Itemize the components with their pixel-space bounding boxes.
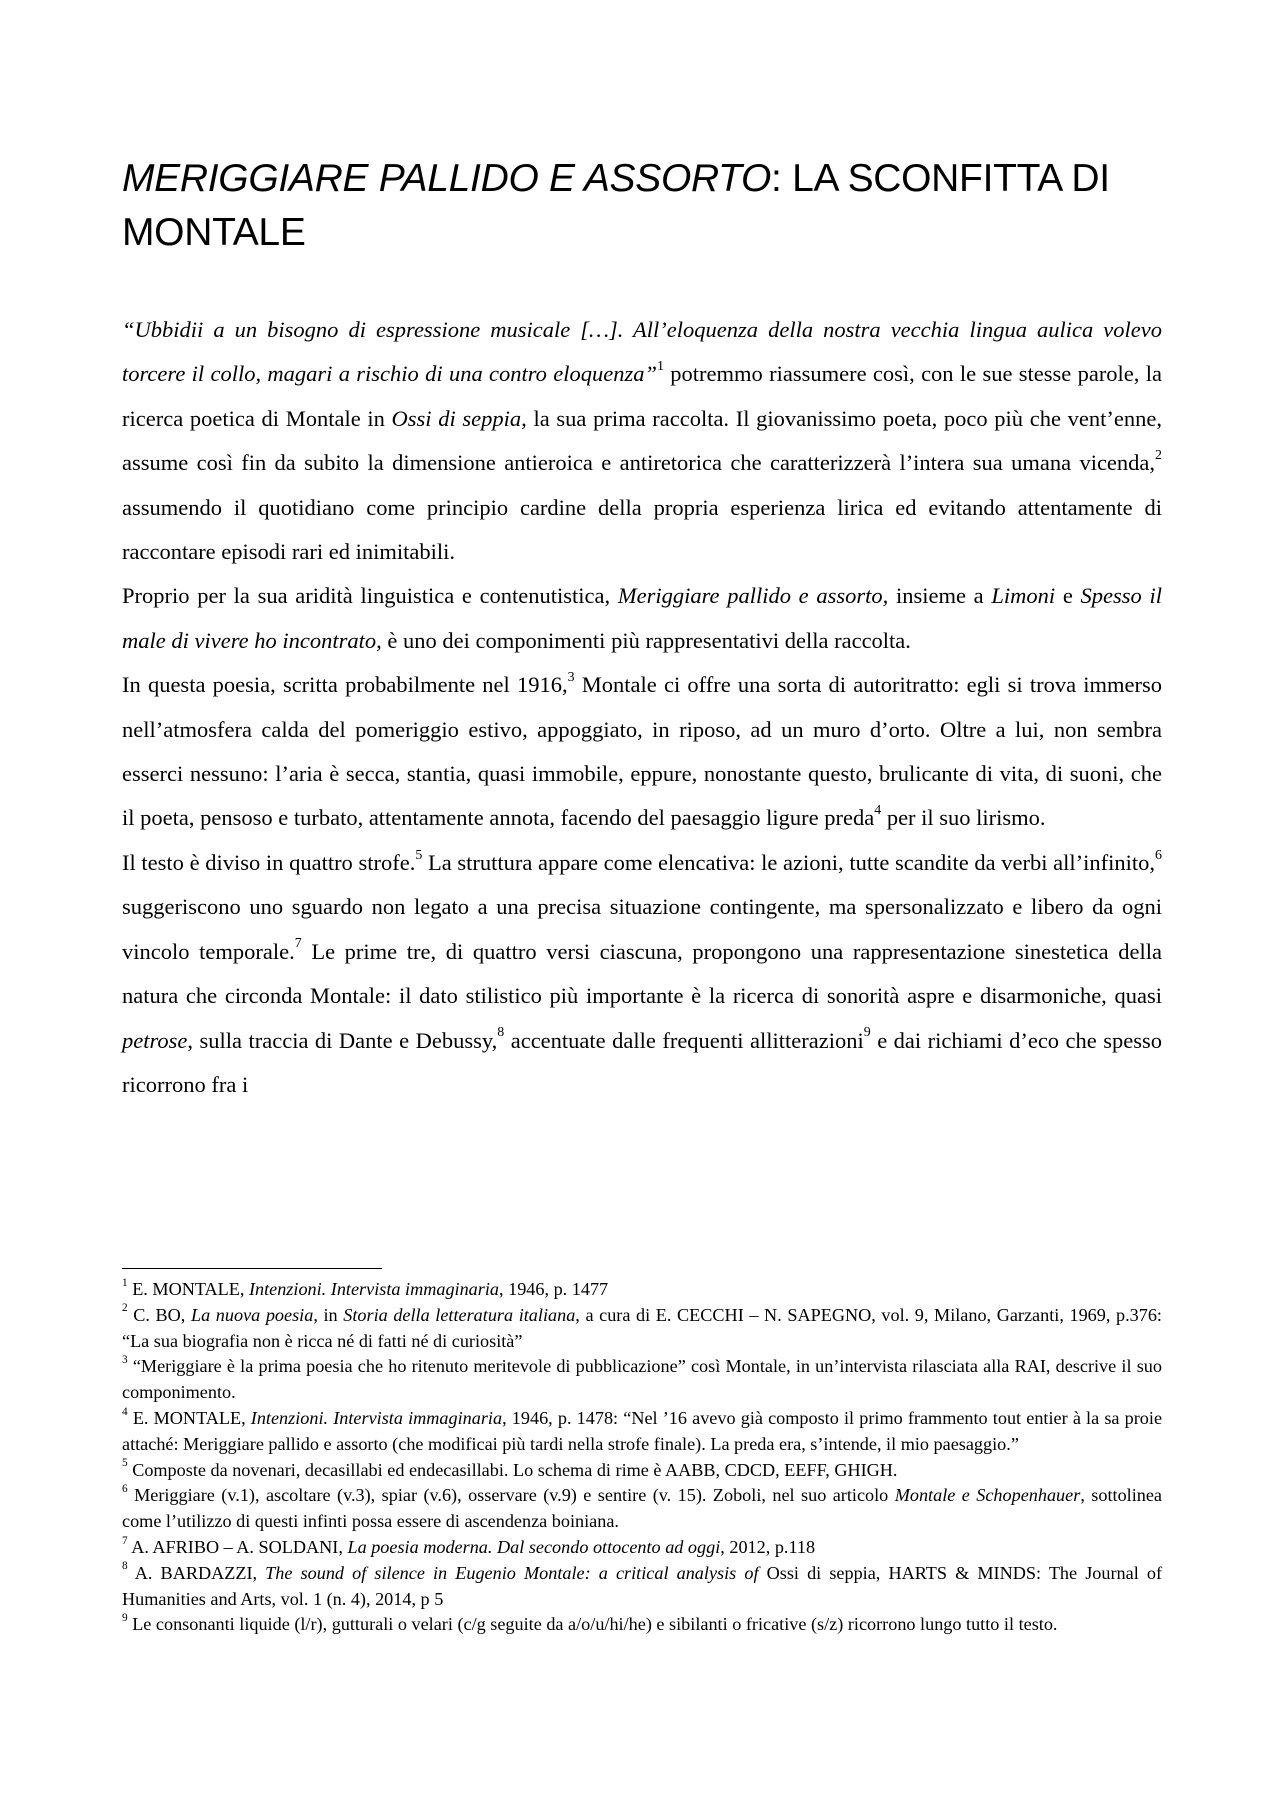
text-run: accentuate dalle frequenti allitterazioni [504, 1027, 864, 1053]
text-run: Il testo è diviso in quattro strofe. [122, 849, 416, 875]
footnote-7 [122, 1535, 1162, 1561]
footnote-6 [122, 1483, 1162, 1535]
text-run: A. AFRIBO – A. SOLDANI, [131, 1536, 348, 1557]
poem-title: Spesso il male di vivere ho incontrato [122, 583, 1162, 653]
text-run: Montale ci offre una sorta di autoritratto: egli si trova immerso nell’atmosfera calda del pomeriggio estivo, appoggiato, in riposo, ad un muro d’orto. Oltre a lui, non sembra esserci nessuno: l’aria è secca, stantia, quasi immobile, eppure, nonostante questo, brulicante di vita, di suoni, che il poeta, pensoso e turbato, attentamente annota, facendo del paesaggio ligure preda [122, 672, 1163, 831]
text-run: Le prime tre, di quattro versi ciascuna, propongono una rappresentazione sinestetica della natura che circonda Montale: il dato stilistico più importante è la ricerca di sonorità aspre e disarmoniche, quasi [122, 938, 1163, 1009]
footnote-number: 7 [122, 1534, 128, 1547]
footnote-ref-9[interactable]: 9 [863, 1025, 871, 1041]
poem-title: Meriggiare pallido e assorto, [617, 583, 889, 609]
text-run: , a cura di E. CECCHI – N. SAPEGNO, vol. 9, Milano, Garzanti, 1969, p.376: “La sua biografia non è ricca né di fatti né di curiosità” [122, 1304, 1162, 1351]
text-run: insieme a [888, 583, 992, 609]
footnote-2 [122, 1303, 1162, 1355]
footnote-ref-5[interactable]: 5 [415, 847, 423, 863]
text-run: Composte da novenari, decasillabi ed endecasillabi. Lo schema di rime è AABB, CDCD, EEFF, GHIGH. [132, 1459, 898, 1480]
footnote-number: 2 [122, 1302, 128, 1315]
footnote-number: 5 [122, 1457, 128, 1470]
footnote-5 [122, 1458, 1162, 1484]
text-run: e dai richiami d’eco che spesso ricorrono fra i [122, 1027, 1163, 1097]
text-run: , sottolinea come l’utilizzo di questi infinti possa essere di ascendenza boiniana. [122, 1485, 1163, 1532]
footnote-1 [122, 1277, 1162, 1303]
book-title: Ossi di seppia, [391, 405, 527, 431]
text-run: , HARTS & MINDS: The Journal of Humanities and Arts, vol. 1 (n. 4), 2014, p 5 [122, 1562, 1163, 1609]
text-run: , in [313, 1304, 344, 1325]
footnote-ref-1[interactable]: 1 [657, 359, 664, 375]
work-title: La nuova poesia [190, 1304, 314, 1325]
text-run: A. BARDAZZI, [134, 1562, 266, 1583]
footnote-9 [122, 1612, 1162, 1638]
footnote-number: 1 [122, 1276, 128, 1289]
text-run: per il suo lirismo. [881, 805, 1046, 831]
footnote-ref-6[interactable]: 6 [1155, 847, 1162, 863]
footnote-number: 4 [122, 1405, 128, 1418]
work-title: The sound of silence in Eugenio Montale: a critical analysis of [265, 1562, 759, 1583]
text-run: “Meriggiare è la prima poesia che ho ritenuto meritevole di pubblicazione” così Montale, in un’intervista rilasciata alla RAI, descrive il suo componimento. [122, 1356, 1162, 1403]
footnote-separator [122, 1268, 382, 1269]
footnote-number: 6 [122, 1483, 128, 1496]
work-title: Intenzioni. Intervista immaginaria [248, 1279, 499, 1299]
text-run: , 1946, p. 1477 [499, 1279, 609, 1299]
title-italic: MERIGGIARE PALLIDO E ASSORTO [122, 157, 772, 200]
footnote-8 [122, 1561, 1162, 1613]
footnote-number: 9 [122, 1612, 128, 1625]
paragraph-2 [122, 574, 1162, 663]
footnote-number: 8 [122, 1560, 128, 1573]
text-run: la sua prima raccolta. Il giovanissimo poeta, poco più che vent’enne, assume così fin da subito la dimensione antieroica e antiretorica che caratterizzerà l’intera sua umana vicenda, [122, 405, 1162, 476]
body-text [122, 308, 1162, 1107]
footnotes [122, 1277, 1162, 1638]
paragraph-1 [122, 308, 1162, 574]
text-run: Meriggiare (v.1), ascoltare (v.3), spiar (v.6), osservare (v.9) e sentire (v. 15). Zoboli, nel suo articolo [134, 1485, 895, 1506]
paragraph-3 [122, 663, 1162, 841]
work-title: La poesia moderna. Dal secondo ottocento ad oggi [347, 1536, 721, 1557]
footnote-ref-2[interactable]: 2 [1155, 447, 1162, 463]
text-run: Le consonanti liquide (l/r), gutturali o velari (c/g seguite da a/o/u/hi/he) e sibilanti o fricative (s/z) ricorrono lungo tutto il testo. [132, 1614, 1058, 1635]
paragraph-4 [122, 841, 1162, 1107]
text-run: , 2012, p.118 [720, 1536, 816, 1557]
text-run: In questa poesia, scritta probabilmente nel 1916, [122, 672, 568, 698]
text-run: , sulla traccia di Dante e Debussy, [187, 1027, 498, 1053]
page-title [122, 152, 1162, 260]
text-run: E. MONTALE, [132, 1279, 249, 1299]
footnote-ref-8[interactable]: 8 [497, 1025, 505, 1041]
text-run: assumendo il quotidiano come principio cardine della propria esperienza lirica ed evitando attentamente di raccontare episodi rari ed inimitabili. [122, 494, 1162, 565]
poem-title: Limoni [991, 583, 1056, 609]
text-run: Proprio per la sua aridità linguistica e contenutistica, [122, 583, 618, 609]
title-rest: : LA SCONFITTA DI MONTALE [122, 157, 1110, 254]
text-run: E. MONTALE, [132, 1407, 251, 1428]
opening-quote: “Ubbidii a un bisogno di espressione musicale […]. All’eloquenza della nostra vecchia lingua aulica volevo torcere il collo, magari a rischio di una contro eloquenza” [122, 317, 1162, 387]
footnote-3 [122, 1354, 1162, 1406]
text-run: La struttura appare come elencativa: le azioni, tutte scandite da verbi all’infinito, [422, 849, 1156, 875]
text-run: , 1946, p. 1478: “Nel ’16 avevo già composto il primo frammento tout entier à la sa proie attaché: Meriggiare pallido e assorto (che modificai più tardi nella strofe finale). La preda era, s’intende, il mio paesaggio.” [122, 1407, 1163, 1454]
footnote-ref-3[interactable]: 3 [567, 669, 575, 685]
work-title: Montale e Schopenhauer [894, 1485, 1081, 1506]
footnote-ref-4[interactable]: 4 [874, 803, 882, 819]
footnote-number: 3 [122, 1354, 128, 1367]
footnote-4 [122, 1406, 1162, 1458]
emphasis-word: petrose [122, 1027, 188, 1053]
text-run: C. BO, [133, 1304, 191, 1325]
text-run: e [1055, 583, 1081, 609]
text-run: potremmo riassumere così, con le sue stesse parole, la ricerca poetica di Montale in [122, 361, 1162, 431]
text-run: , è uno dei componimenti più rappresentativi della raccolta. [376, 627, 911, 653]
work-title: Storia della letteratura italiana [343, 1304, 576, 1325]
work-title: Intenzioni. Intervista immaginaria [250, 1407, 503, 1428]
text-run: Ossi di seppia [758, 1562, 876, 1583]
footnote-ref-7[interactable]: 7 [294, 936, 302, 952]
text-run: suggeriscono uno sguardo non legato a una precisa situazione contingente, ma spersonalizzato e libero da ogni vincolo temporale. [122, 894, 1162, 964]
